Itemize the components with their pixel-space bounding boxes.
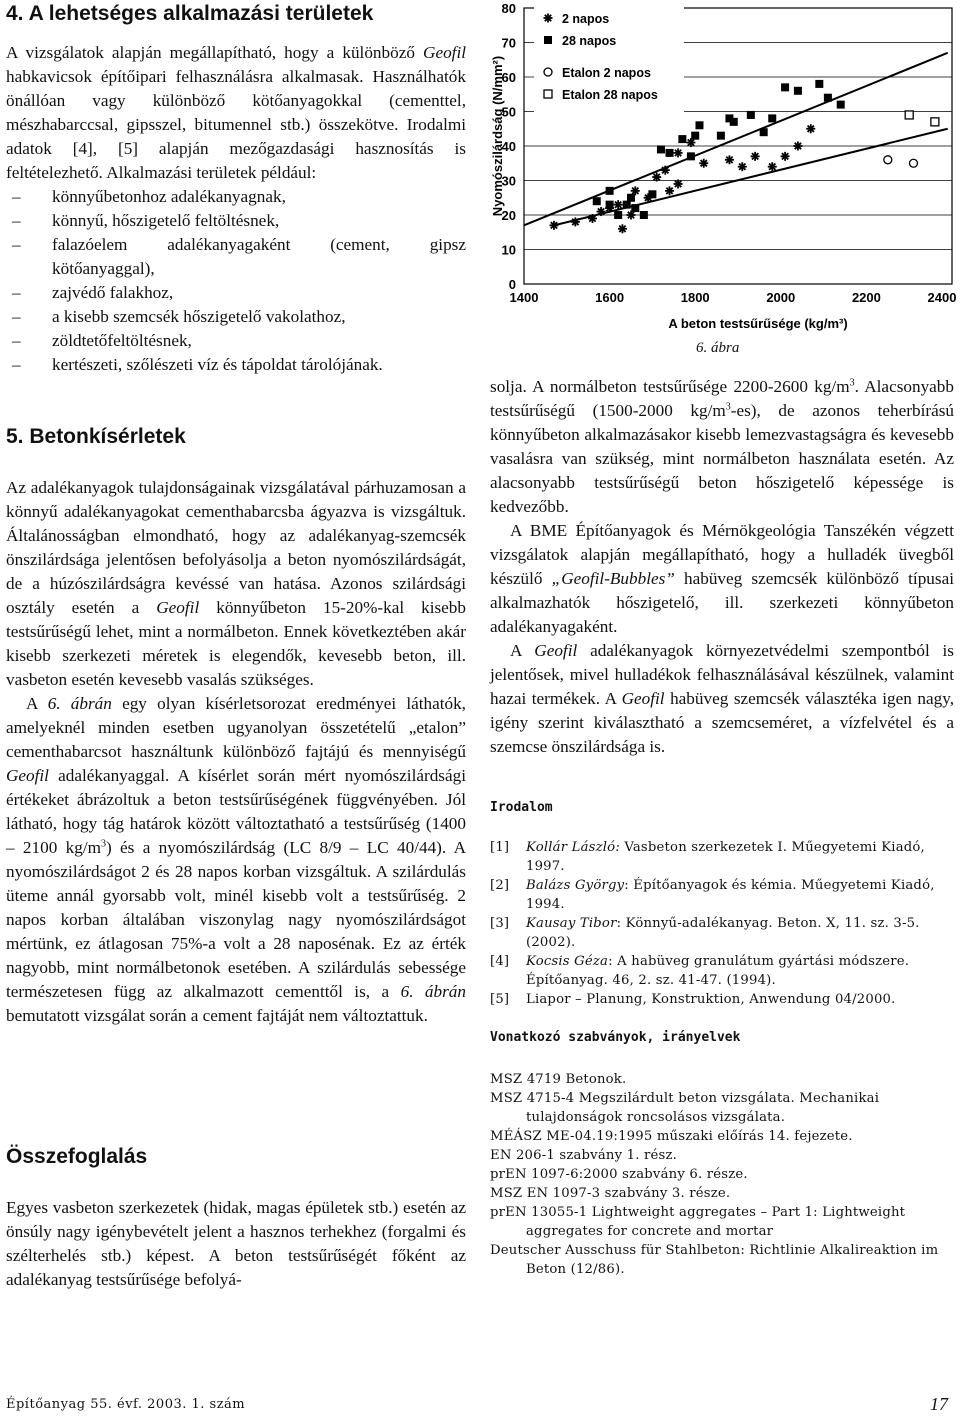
legend-marker <box>544 36 552 44</box>
x-tick-label: 1600 <box>595 290 625 305</box>
footer-page-number: 17 <box>930 1394 948 1414</box>
y-tick-label: 20 <box>501 208 516 223</box>
legend-label: Etalon 2 napos <box>562 66 651 80</box>
standard-item: EN 206-1 szabvány 1. rész. <box>490 1148 678 1163</box>
data-point <box>768 162 777 171</box>
data-point <box>691 132 699 140</box>
x-tick-label: 1400 <box>509 290 539 305</box>
figure-caption: 6. ábra <box>696 340 740 356</box>
application-list <box>6 185 466 377</box>
density-strength-chart <box>484 0 960 345</box>
data-point <box>623 201 631 209</box>
data-point <box>597 207 606 216</box>
section-5-title: 5. Betonkísérletek <box>6 425 186 448</box>
x-tick-label: 2400 <box>927 290 957 305</box>
references-title: Irodalom <box>490 800 553 815</box>
summary-title: Összefoglalás <box>6 1145 148 1168</box>
data-point <box>738 162 747 171</box>
data-point <box>665 186 674 195</box>
data-point <box>627 194 635 202</box>
y-tick-label: 0 <box>508 277 516 292</box>
data-point <box>905 111 913 119</box>
x-tick-label: 2000 <box>766 290 796 305</box>
data-point <box>815 80 823 88</box>
legend-marker <box>544 14 553 23</box>
data-point <box>593 197 601 205</box>
data-point <box>699 159 708 168</box>
data-point <box>824 94 832 102</box>
standards-title: Vonatkozó szabványok, irányelvek <box>490 1030 741 1045</box>
footer-journal: Építőanyag 55. évf. 2003. 1. szám <box>6 1397 246 1412</box>
data-point <box>666 149 674 157</box>
data-point <box>768 114 776 122</box>
y-tick-label: 10 <box>501 242 516 258</box>
y-tick-label: 30 <box>501 173 516 189</box>
x-tick-label: 2200 <box>851 290 881 305</box>
list-item: – zöldtetőfeltöltésnek, <box>6 329 466 353</box>
data-point <box>661 166 670 175</box>
data-point <box>571 217 580 226</box>
data-point <box>614 200 623 209</box>
standard-item: MSZ EN 1097-3 szabvány 3. része. <box>490 1186 731 1201</box>
data-point <box>678 135 686 143</box>
legend-label: 28 napos <box>562 34 617 48</box>
data-point <box>781 152 790 161</box>
x-tick-label: 1800 <box>680 290 710 305</box>
section-4-intro: A vizsgálatok alapján megállapítható, hogy a különböző Geofil habkavicsok építőipari felhasználásra alkalmasak. Használhatók önállóan vagy különböző kötőanyagokkal (cementtel, mészhabarccsal, gipsszel, bitumennel stb.) összekötve. Irodalmi adatok [4], [5] alapján mezőgazdasági hasznosítás is feltételezhető. Alkalmazási területek például: <box>6 43 466 182</box>
section-4-title: 4. A lehetséges alkalmazási területek <box>6 2 374 25</box>
data-point <box>751 152 760 161</box>
legend-marker <box>544 90 552 98</box>
y-tick-label: 60 <box>501 70 516 85</box>
y-axis-label: Nyomószilárdság (N/mm²) <box>490 55 505 217</box>
legend-label: 2 napos <box>562 12 610 26</box>
list-item: – falazóelem adalékanyagaként (cement, gipsz kötőanyaggal), <box>6 233 466 281</box>
data-point <box>837 101 845 109</box>
reference-item: [4] Kocsis Géza: A habüveg granulátum gyártási módszere. Építőanyag. 46, 2. sz. 41-47. (1994). <box>490 954 910 988</box>
references-list <box>490 838 956 1009</box>
legend-label: Etalon 28 napos <box>562 88 658 102</box>
reference-item: [5] Liapor – Planung, Konstruktion, Anwendung 04/2000. <box>490 992 896 1007</box>
data-point <box>794 87 802 95</box>
data-point <box>760 128 768 136</box>
standard-item: MÉÁSZ ME-04.19:1995 műszaki előírás 14. fejezete. <box>490 1129 853 1144</box>
data-point <box>606 201 614 209</box>
data-point <box>631 204 639 212</box>
data-point <box>674 148 683 157</box>
summary-paragraph: Egyes vasbeton szerkezetek (hidak, magas épületek stb.) esetén az önsúly nagy igénybevételt jelent a hasznos terhekhez (forgalmi és szélterhelés stb.) képest. A beton testsűrűségét főként az adalékanyag testsűrűsége befolyá- <box>6 1198 466 1289</box>
section-5-paragraph-1: Az adalékanyagok tulajdonságainak vizsgálatával párhuzamosan a könnyű adalékanyagokat cementhabarcsba ágyazva is vizsgáltuk. Általánosságban elmondható, hogy az adalékanyag-szemcsék önszilárdsága jelentősen befolyásolja a beton nyomószilárdságát, de a húzószilárdságra kevéssé van hatása. Azonos szilárdsági osztály esetén a Geofil könnyűbeton 15-20%-kal kisebb testsűrűségű lehet, mint a normálbeton. Ennek következtében akár kisebb szerkezeti méretek is elegendők, kevesebb beton, ill. vasbeton esetén kevesebb vasalás szükséges. <box>6 478 466 689</box>
list-item: – zajvédő falakhoz, <box>6 281 466 305</box>
y-tick-label: 80 <box>501 1 516 16</box>
right-body <box>490 375 954 759</box>
reference-item: [2] Balázs György: Építőanyagok és kémia. Műegyetemi Kiadó, 1994. <box>490 878 935 912</box>
list-item: – kertészeti, szőlészeti víz és tápoldat tárolójának. <box>6 353 466 377</box>
data-point <box>618 224 627 233</box>
standard-item: prEN 1097-6:2000 szabvány 6. része. <box>490 1167 748 1182</box>
data-point <box>884 156 892 164</box>
standard-item: Deutscher Ausschuss für Stahlbeton: Richtlinie Alkalireaktion im Beton (12/86). <box>490 1243 939 1277</box>
list-item: – a kisebb szemcsék hőszigetelő vakolathoz, <box>6 305 466 329</box>
legend-marker <box>544 68 552 76</box>
data-point <box>781 83 789 91</box>
right-paragraph-3: A Geofil adalékanyagok környezetvédelmi szempontból is jelentősek, mivel hulladékok felhasználásával készülnek, valamint hazai termékek. A Geofil habüveg szemcsék választéka igen nagy, igény szerint kiválasztható a szemcseméret, a vízfelvétel és a szemcse önszilárdsága is. <box>490 641 954 756</box>
standards-list <box>490 1070 956 1279</box>
y-tick-label: 70 <box>501 35 516 51</box>
data-point <box>674 179 683 188</box>
data-point <box>747 111 755 119</box>
data-point <box>931 118 939 126</box>
data-point <box>717 132 725 140</box>
data-point <box>730 118 738 126</box>
reference-item: [1] Kollár László: Vasbeton szerkezetek I. Műegyetemi Kiadó, 1997. <box>490 840 925 874</box>
data-point <box>549 221 558 230</box>
x-axis-label: A beton testsűrűsége (kg/m³) <box>668 316 848 331</box>
list-item: – könnyű, hőszigetelő feltöltésnek, <box>6 209 466 233</box>
data-point <box>652 173 661 182</box>
data-point <box>909 159 917 167</box>
data-point <box>725 155 734 164</box>
right-paragraph-2: A BME Építőanyagok és Mérnökgeológia Tanszékén végzett vizsgálatok alapján megállapítható, hogy a hulladék üvegből készülő „Geofil-Bubbles” habüveg szemcsék különböző típusai alkalmazhatók hőszigetelő, ill. szerkezeti könnyűbeton adalékanyagaként. <box>490 521 954 636</box>
data-point <box>793 142 802 151</box>
y-tick-label: 50 <box>501 104 516 120</box>
data-point <box>606 187 614 195</box>
data-point <box>695 121 703 129</box>
standard-item: MSZ 4719 Betonok. <box>490 1072 627 1087</box>
right-paragraph-1: solja. A normálbeton testsűrűsége 2200-2600 $kg/m^3$. Alacsonyabb testsűrűségű (1500-2000 $kg/m^3-es$), de azonos teherbírású könnyűbeton alkalmazásakor kisebb lemezvastagságra és kevesebb vasalásra van szükség, mint normálbeton használata esetén. Az alacsonyabb testsűrűségű beton hőszigetelő képessége is kedvezőbb. <box>490 377 954 516</box>
data-point <box>648 190 656 198</box>
section-4-body <box>6 41 466 377</box>
reference-item: [3] Kausay Tibor: Könnyű-adalékanyag. Beton. X, 11. sz. 3-5. (2002). <box>490 916 920 950</box>
data-point <box>588 214 597 223</box>
section-5-paragraph-2: A 6. ábrán egy olyan kísérletsorozat eredményei láthatók, amelyeknél minden esetben ugyanolyan összetételű „etalon” cementhabarcsot használtunk különböző fajtájú és mennyiségű Geofil adalékanyaggal. A kísérlet során mért nyomószilárdsági értékeket ábrázoltuk a beton testsűrűségének függvényében. Jól látható, hogy tág határok között változtatható a testsűrűség (1400 – 2100 $kg/m^3$) és a nyomószilárdság (LC 8/9 – LC 40/44). A nyomószilárdságot 2 és 28 napos korban vizsgáltuk. A szilárdulás üteme annál gyorsabb volt, minél kisebb volt a testsűrűség. 2 napos korban általában viszonylag nagy nyomószilárdságot mértünk, ez átlagosan 75%-a volt a 28 naposénak. Ez az érték nagyobb, mint normálbetonok esetében. A szilárdulás sebessége természetesen függ az alkalmazott cementtől is, a 6. ábrán bemutatott vizsgálat során a cement fajtáját nem változtattuk. <box>6 694 466 1025</box>
data-point <box>687 152 695 160</box>
section-5-body <box>6 476 466 1028</box>
data-point <box>614 211 622 219</box>
y-tick-label: 40 <box>501 139 516 154</box>
data-point <box>657 145 665 153</box>
list-item: – könnyűbetonhoz adalékanyagnak, <box>6 185 466 209</box>
standard-item: prEN 13055-1 Lightweight aggregates – Part 1: Lightweight aggregates for concrete and mortar <box>490 1205 906 1239</box>
standard-item: MSZ 4715-4 Megszilárdult beton vizsgálata. Mechanikai tulajdonságok roncsolásos vizsgálata. <box>490 1091 880 1125</box>
data-point <box>640 211 648 219</box>
data-point <box>806 124 815 133</box>
